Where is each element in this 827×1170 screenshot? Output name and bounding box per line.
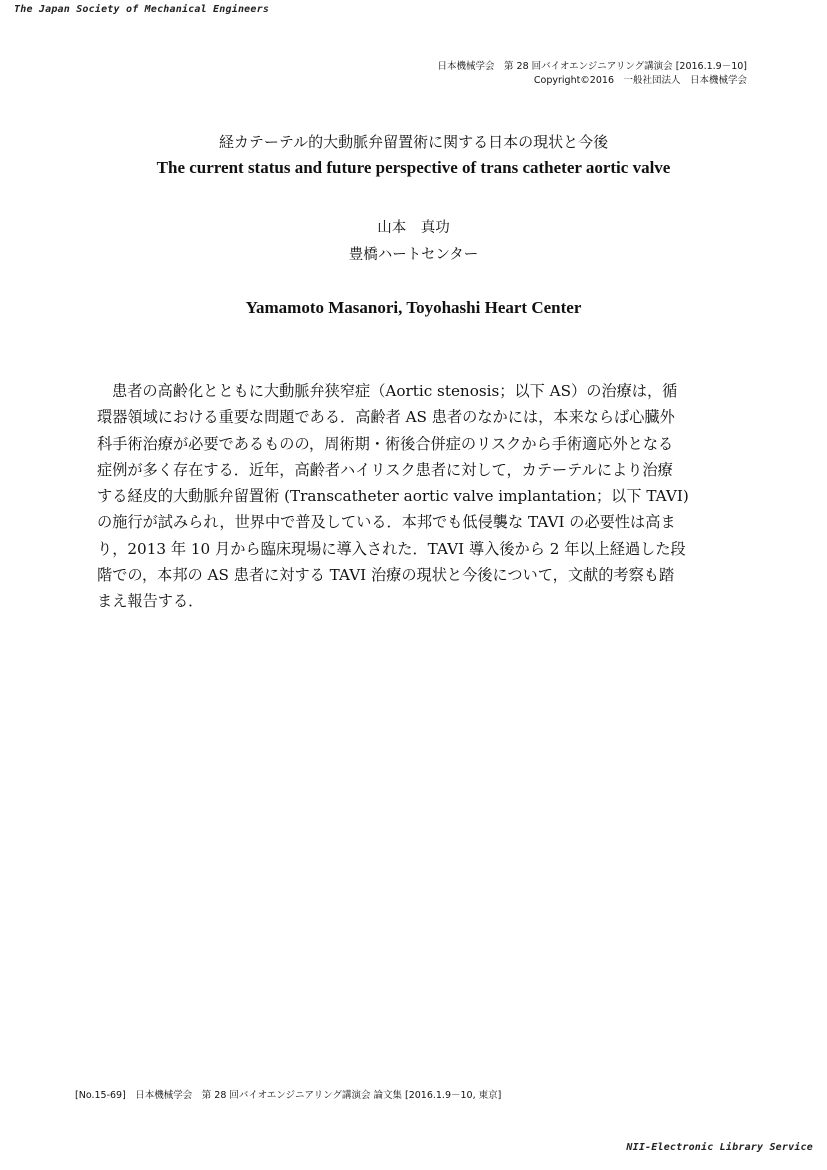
watermark-top: The Japan Society of Mechanical Engineers (14, 4, 270, 15)
footer-citation: [No.15-69] 日本機械学会 第 28 回バイオエンジニアリング講演会 論文集 [2016.1.9－10, 東京] (75, 1090, 502, 1101)
abstract-line: り，2013 年 10 月から臨床現場に導入された．TAVI 導入後から 2 年以上経過した段 (97, 539, 686, 558)
header-conference: 日本機械学会 第 28 回バイオエンジニアリング講演会 [2016.1.9－10] (437, 61, 747, 72)
affiliation-japanese: 豊橋ハートセンター (348, 247, 479, 263)
watermark-bottom: NII-Electronic Library Service (626, 1142, 813, 1153)
abstract-line: まえ報告する． (97, 592, 204, 611)
abstract-line: 科手術治療が必要であるものの，周術期・術後合併症のリスクから手術適応外となる (97, 434, 674, 453)
abstract-line: する経皮的大動脈弁留置術 (Transcatheter aortic valve implantation；以下 TAVI) (97, 487, 689, 506)
author-japanese: 山本 真功 (377, 220, 450, 236)
abstract (97, 378, 733, 615)
abstract-line: 階での，本邦の AS 患者に対する TAVI 治療の現状と今後について，文献的考察も踏 (97, 566, 675, 585)
title-japanese: 経カテーテル的大動脈弁留置術に関する日本の現状と今後 (218, 133, 609, 151)
title-english: The current status and future perspective of trans catheter aortic valve (156, 158, 671, 177)
abstract-line: 患者の高齢化とともに大動脈弁狭窄症（Aortic stenosis；以下 AS）の治療は，循 (112, 382, 678, 400)
abstract-line: の施行が試みられ，世界中で普及している．本邦でも低侵襲な TAVI の必要性は高ま (97, 513, 676, 532)
author-english: Yamamoto Masanori, Toyohashi Heart Center (245, 298, 582, 317)
header-copyright: Copyright©2016 一般社団法人 日本機械学会 (533, 75, 747, 86)
abstract-line: 環器領域における重要な問題である．高齢者 AS 患者のなかには，本来ならば心臓外 (97, 408, 675, 427)
abstract-line: 症例が多く存在する．近年，高齢者ハイリスク患者に対して，カテーテルにより治療 (97, 460, 673, 479)
